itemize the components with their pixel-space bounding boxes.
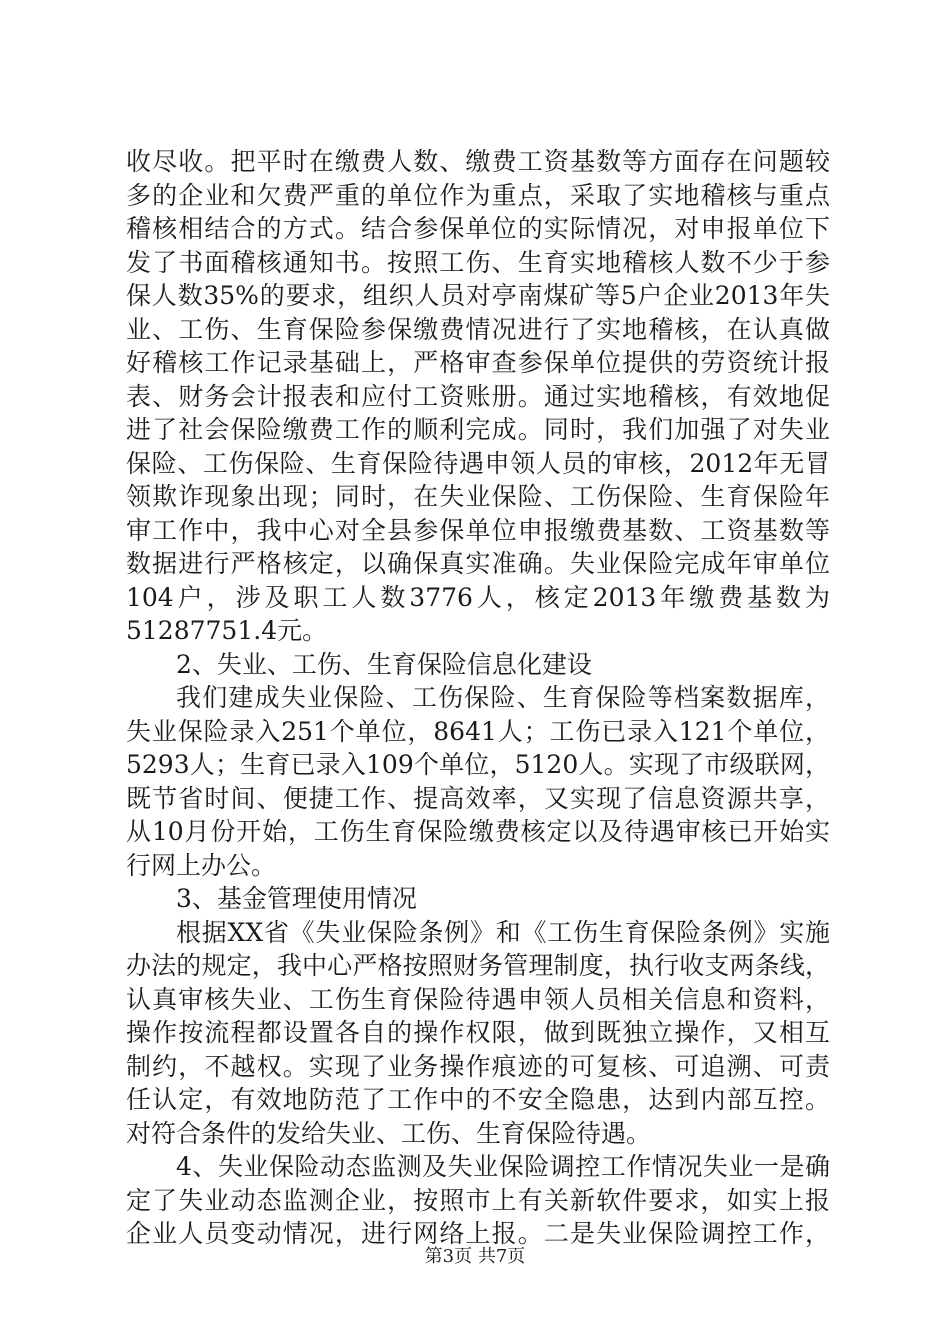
text-line: 失业保险录入251个单位，8641人；工伤已录入121个单位， <box>126 716 830 746</box>
text-line: 表、财务会计报表和应付工资账册。通过实地稽核，有效地促 <box>126 381 830 411</box>
text-line: 业、工伤、生育保险参保缴费情况进行了实地稽核，在认真做 <box>126 314 830 344</box>
text-line: 5293人；生育已录入109个单位，5120人。实现了市级联网， <box>126 750 830 779</box>
text-line: 好稽核工作记录基础上，严格审查参保单位提供的劳资统计报 <box>126 348 830 377</box>
text-line: 行网上办公。 <box>126 850 277 880</box>
text-line: 进了社会保险缴费工作的顺利完成。同时，我们加强了对失业 <box>126 415 830 444</box>
text-line: 104户，涉及职工人数3776人，核定2013年缴费基数为 <box>126 582 830 612</box>
text-line: 认真审核失业、工伤生育保险待遇申领人员相关信息和资料， <box>126 984 830 1014</box>
text-line: 审工作中，我中心对全县参保单位申报缴费基数、工资基数等 <box>126 515 830 545</box>
text-line: 收尽收。把平时在缴费人数、缴费工资基数等方面存在问题较 <box>126 147 830 176</box>
text-line: 稽核相结合的方式。结合参保单位的实际情况，对申报单位下 <box>126 214 830 243</box>
text-line: 企业人员变动情况，进行网络上报。二是失业保险调控工作， <box>126 1219 830 1248</box>
text-line: 对符合条件的发给失业、工伤、生育保险待遇。 <box>126 1118 652 1148</box>
text-line: 根据XX省《失业保险条例》和《工伤生育保险条例》实施 <box>176 917 830 947</box>
document-body <box>126 145 830 1251</box>
text-line: 定了失业动态监测企业，按照市上有关新软件要求，如实上报 <box>126 1185 830 1215</box>
text-line: 发了书面稽核通知书。按照工伤、生育实地稽核人数不少于参 <box>126 247 830 277</box>
text-line: 操作按流程都设置各自的操作权限，做到既独立操作，又相互 <box>126 1018 830 1047</box>
text-line: 保险、工伤保险、生育保险待遇申领人员的审核，2012年无冒 <box>126 448 830 478</box>
text-line: 既节省时间、便捷工作、提高效率，又实现了信息资源共享， <box>126 783 830 813</box>
text-line: 4、失业保险动态监测及失业保险调控工作情况失业一是确 <box>176 1152 830 1181</box>
section-heading: 3、基金管理使用情况 <box>176 884 417 913</box>
text-line: 从10月份开始，工伤生育保险缴费核定以及待遇审核已开始实 <box>126 817 830 846</box>
text-line: 任认定，有效地防范了工作中的不安全隐患，达到内部互控。 <box>126 1085 830 1114</box>
text-line: 保人数35%的要求，组织人员对亭南煤矿等5户企业2013年失 <box>126 281 830 310</box>
text-line: 办法的规定，我中心严格按照财务管理制度，执行收支两条线， <box>126 951 830 980</box>
text-line: 我们建成失业保险、工伤保险、生育保险等档案数据库， <box>176 683 830 712</box>
text-line: 51287751.4元。 <box>126 616 328 645</box>
text-line: 制约，不越权。实现了业务操作痕迹的可复核、可追溯、可责 <box>126 1051 830 1081</box>
section-heading: 2、失业、工伤、生育保险信息化建设 <box>176 649 592 679</box>
text-line: 多的企业和欠费严重的单位作为重点，采取了实地稽核与重点 <box>126 180 830 210</box>
text-line: 数据进行严格核定，以确保真实准确。失业保险完成年审单位 <box>126 549 830 578</box>
page-footer: 第3页 共7页 <box>424 1246 526 1267</box>
text-line: 领欺诈现象出现；同时，在失业保险、工伤保险、生育保险年 <box>126 482 830 511</box>
